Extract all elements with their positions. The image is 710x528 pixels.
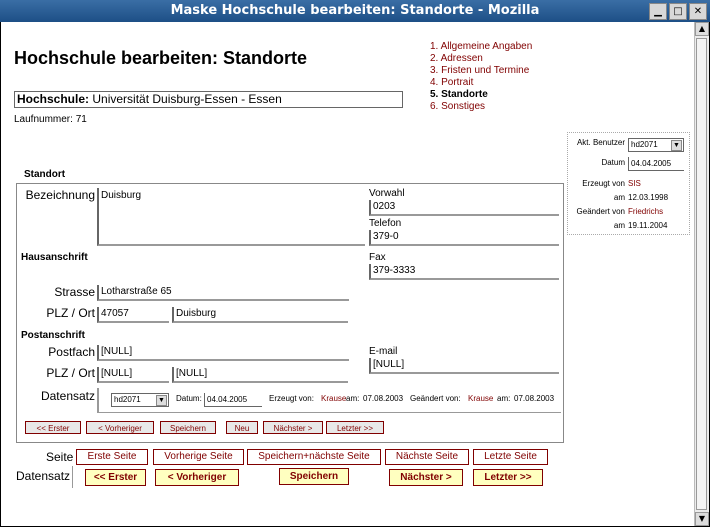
scroll-up-icon[interactable]: ▲	[695, 22, 709, 36]
plz-ort2-label: PLZ / Ort	[46, 366, 95, 380]
am1-value: 12.03.1998	[628, 193, 669, 202]
nav-item-sonstiges[interactable]: 6. Sonstiges	[430, 101, 486, 112]
maximize-icon[interactable]: □	[669, 3, 687, 20]
plz-input[interactable]: 47057	[97, 307, 169, 323]
nav-item-fristen[interactable]: 3. Fristen und Termine	[430, 65, 530, 76]
datensatz-nav-label: Datensatz	[16, 469, 71, 483]
hochschule-label: Hochschule:	[17, 92, 90, 106]
datum-input[interactable]: 04.04.2005	[628, 157, 684, 171]
postfach-input[interactable]: [NULL]	[97, 345, 349, 361]
datensatz-user-select[interactable]	[111, 393, 169, 407]
panel-speichern-button[interactable]: Speichern	[160, 421, 216, 434]
meta-datum-input[interactable]: 04.04.2005	[204, 393, 262, 407]
geaendert-von-value: Friedrichs	[628, 207, 664, 216]
meta-erzeugt-am-label: am:	[346, 394, 360, 403]
naechste-seite-button[interactable]: Nächste Seite	[385, 449, 469, 465]
am2-value: 19.11.2004	[628, 221, 668, 230]
plz2-input[interactable]: [NULL]	[97, 367, 169, 383]
vorheriger-button[interactable]: < Vorheriger	[155, 469, 239, 486]
meta-geaendert-am-value: 07.08.2003	[514, 394, 555, 403]
strasse-input[interactable]: Lotharstraße 65	[97, 285, 349, 301]
meta-geaendert-am-label: am:	[497, 394, 511, 403]
postfach-label: Postfach	[48, 345, 95, 359]
am2-label: am	[613, 221, 625, 230]
vorwahl-label: Vorwahl	[369, 188, 405, 199]
postanschrift-label: Postanschrift	[21, 330, 85, 341]
akt-benutzer-select[interactable]	[628, 138, 684, 152]
hausanschrift-label: Hausanschrift	[21, 252, 88, 263]
ort-input[interactable]: Duisburg	[172, 307, 348, 323]
erzeugt-von-label: Erzeugt von	[582, 179, 625, 188]
am1-label: am	[613, 193, 625, 202]
telefon-input[interactable]: 379-0	[369, 230, 559, 246]
fax-input[interactable]: 379-3333	[369, 264, 559, 280]
vertical-scrollbar[interactable]	[694, 22, 709, 526]
meta-geaendert-von-label: Geändert von:	[410, 394, 461, 403]
erster-button[interactable]: << Erster	[85, 469, 146, 486]
scroll-down-icon[interactable]: ▼	[695, 512, 709, 526]
divider	[72, 466, 73, 488]
close-icon[interactable]: ✕	[689, 3, 707, 20]
akt-benutzer-label: Akt. Benutzer	[576, 138, 625, 147]
fax-label: Fax	[369, 252, 386, 263]
bezeichnung-textarea[interactable]: Duisburg	[97, 188, 365, 246]
vorherige-seite-button[interactable]: Vorherige Seite	[153, 449, 244, 465]
meta-erzeugt-am-value: 07.08.2003	[363, 394, 404, 403]
page-title: Hochschule bearbeiten: Standorte	[14, 48, 308, 68]
akt-benutzer-value: hd2071	[631, 140, 658, 149]
letzter-button[interactable]: Letzter >>	[473, 469, 543, 486]
datensatz-meta-row	[97, 388, 561, 413]
panel-erster-button[interactable]: << Erster	[25, 421, 81, 434]
meta-erzeugt-von-label: Erzeugt von:	[269, 394, 314, 403]
panel-naechster-button[interactable]: Nächster >	[263, 421, 323, 434]
datensatz-label: Datensatz	[40, 389, 95, 403]
letzte-seite-button[interactable]: Letzte Seite	[473, 449, 548, 465]
panel-neu-button[interactable]: Neu	[226, 421, 258, 434]
geaendert-von-label: Geändert von	[576, 207, 625, 216]
standort-section-title: Standort	[24, 169, 66, 180]
erste-seite-button[interactable]: Erste Seite	[76, 449, 148, 465]
nav-item-allgemein[interactable]: 1. Allgemeine Angaben	[430, 41, 533, 52]
seite-label: Seite	[46, 450, 74, 464]
telefon-label: Telefon	[369, 218, 402, 229]
chevron-down-icon: ▼	[671, 140, 682, 151]
panel-letzter-button[interactable]: Letzter >>	[326, 421, 384, 434]
hochschule-value: Universität Duisburg-Essen - Essen	[92, 92, 282, 106]
window-titlebar	[0, 0, 710, 22]
email-label: E-mail	[369, 346, 398, 357]
email-input[interactable]: [NULL]	[369, 358, 559, 374]
user-info-box	[567, 132, 690, 235]
hochschule-box	[14, 91, 403, 108]
ort2-input[interactable]: [NULL]	[172, 367, 348, 383]
erzeugt-von-value: SIS	[628, 179, 641, 188]
meta-datum-label: Datum:	[176, 394, 202, 403]
speichern-button[interactable]: Speichern	[279, 468, 349, 485]
minimize-icon[interactable]: ▁	[649, 3, 667, 20]
nav-item-adressen[interactable]: 2. Adressen	[430, 53, 483, 64]
meta-erzeugt-von-value: Krause	[321, 394, 347, 403]
bezeichnung-label: Bezeichnung	[25, 188, 95, 202]
vorwahl-input[interactable]: 0203	[369, 200, 559, 216]
naechster-button[interactable]: Nächster >	[389, 469, 463, 486]
standort-panel	[16, 183, 564, 443]
plz-ort-label: PLZ / Ort	[46, 306, 95, 320]
speichern-naechste-seite-button[interactable]: Speichern+nächste Seite	[247, 449, 381, 465]
panel-vorheriger-button[interactable]: < Vorheriger	[86, 421, 154, 434]
strasse-label: Strasse	[54, 285, 95, 299]
scroll-thumb[interactable]	[696, 38, 707, 510]
nav-item-portrait[interactable]: 4. Portrait	[430, 77, 474, 88]
datum-label: Datum	[601, 158, 625, 167]
nav-item-standorte: 5. Standorte	[430, 89, 488, 100]
chevron-down-icon: ▼	[156, 395, 167, 406]
datensatz-user-value: hd2071	[114, 395, 141, 404]
section-nav	[430, 41, 532, 113]
meta-geaendert-von-value: Krause	[468, 394, 494, 403]
laufnummer: Laufnummer: 71	[14, 114, 87, 125]
window-title: Maske Hochschule bearbeiten: Standorte - Mozilla	[170, 3, 540, 18]
